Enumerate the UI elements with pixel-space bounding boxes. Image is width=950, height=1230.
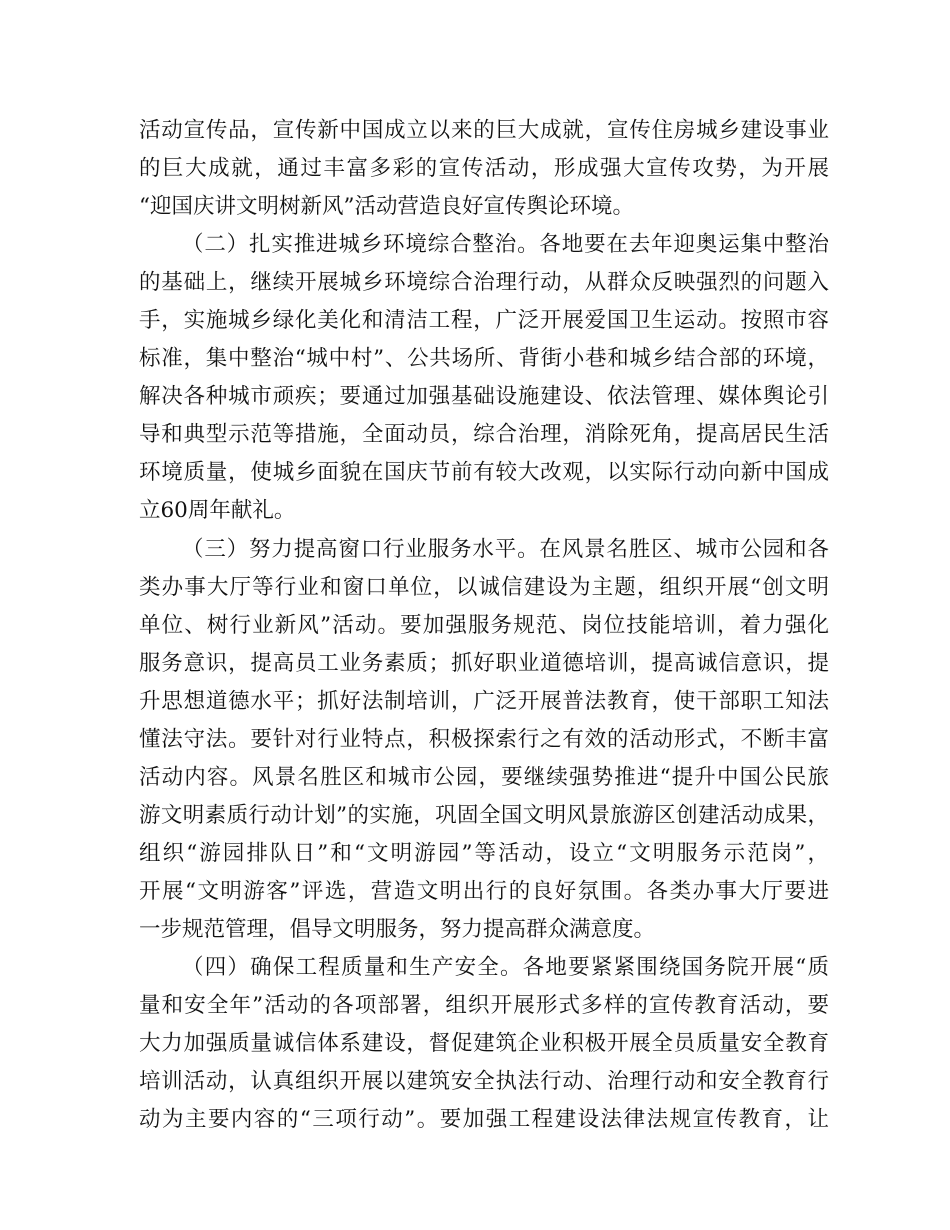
paragraph-propaganda-continued (139, 112, 829, 226)
document-body (139, 112, 829, 1139)
text-line: 懂法守法。要针对行业特点，积极探索行之有效的活动形式，不断丰富 (139, 726, 829, 752)
paragraph-section-3-service (139, 531, 829, 950)
text-line: 环境质量，使城乡面貌在国庆节前有较大改观，以实际行动向新中国成 (139, 460, 829, 486)
paragraph-section-2-environment (139, 226, 829, 530)
text-line: 服务意识，提高员工业务素质；抓好职业道德培训，提高诚信意识，提 (139, 650, 829, 676)
text-line: 活动内容。风景名胜区和城市公园，要继续强势推进“提升中国公民旅 (139, 764, 829, 790)
text-line: 升思想道德水平；抓好法制培训，广泛开展普法教育，使干部职工知法 (139, 688, 829, 714)
text-line: 动为主要内容的“三项行动”。要加强工程建设法律法规宣传教育，让 (139, 1107, 829, 1133)
text-line: 游文明素质行动计划”的实施，巩固全国文明风景旅游区创建活动成果， (139, 802, 829, 828)
text-line: 单位、树行业新风”活动。要加强服务规范、岗位技能培训，着力强化 (139, 612, 829, 638)
text-line: 培训活动，认真组织开展以建筑安全执法行动、治理行动和安全教育行 (139, 1069, 829, 1095)
text-line: 开展“文明游客”评选，营造文明出行的良好氛围。各类办事大厅要进 (139, 878, 829, 904)
paragraph-section-4-quality-safety (139, 949, 829, 1139)
text-line: 组织“游园排队日”和“文明游园”等活动，设立“文明服务示范岗”， (139, 840, 829, 866)
text-line: 大力加强质量诚信体系建设，督促建筑企业积极开展全员质量安全教育 (139, 1031, 829, 1057)
text-line: （二）扎实推进城乡环境综合整治。各地要在去年迎奥运集中整治 (182, 232, 829, 258)
text-line: 的基础上，继续开展城乡环境综合治理行动，从群众反映强烈的问题入 (139, 270, 829, 296)
text-line: 量和安全年”活动的各项部署，组织开展形式多样的宣传教育活动，要 (139, 993, 829, 1019)
text-line: （四）确保工程质量和生产安全。各地要紧紧围绕国务院开展“质 (182, 955, 829, 981)
text-line: 解决各种城市顽疾；要通过加强基础设施建设、依法管理、媒体舆论引 (139, 384, 829, 410)
text-line: “迎国庆讲文明树新风”活动营造良好宣传舆论环境。 (139, 194, 634, 220)
text-line: 手，实施城乡绿化美化和清洁工程，广泛开展爱国卫生运动。按照市容 (139, 308, 829, 334)
text-line: 的巨大成就，通过丰富多彩的宣传活动，形成强大宣传攻势，为开展 (139, 156, 829, 182)
text-line: 导和典型示范等措施，全面动员，综合治理，消除死角，提高居民生活 (139, 422, 829, 448)
text-line: 一步规范管理，倡导文明服务，努力提高群众满意度。 (139, 916, 656, 942)
text-line: 立60周年献礼。 (139, 498, 296, 524)
text-line: （三）努力提高窗口行业服务水平。在风景名胜区、城市公园和各 (182, 536, 829, 562)
text-line: 活动宣传品，宣传新中国成立以来的巨大成就，宣传住房城乡建设事业 (139, 118, 829, 143)
text-line: 标准，集中整治“城中村”、公共场所、背街小巷和城乡结合部的环境， (139, 346, 829, 372)
text-line: 类办事大厅等行业和窗口单位，以诚信建设为主题，组织开展“创文明 (139, 574, 829, 600)
